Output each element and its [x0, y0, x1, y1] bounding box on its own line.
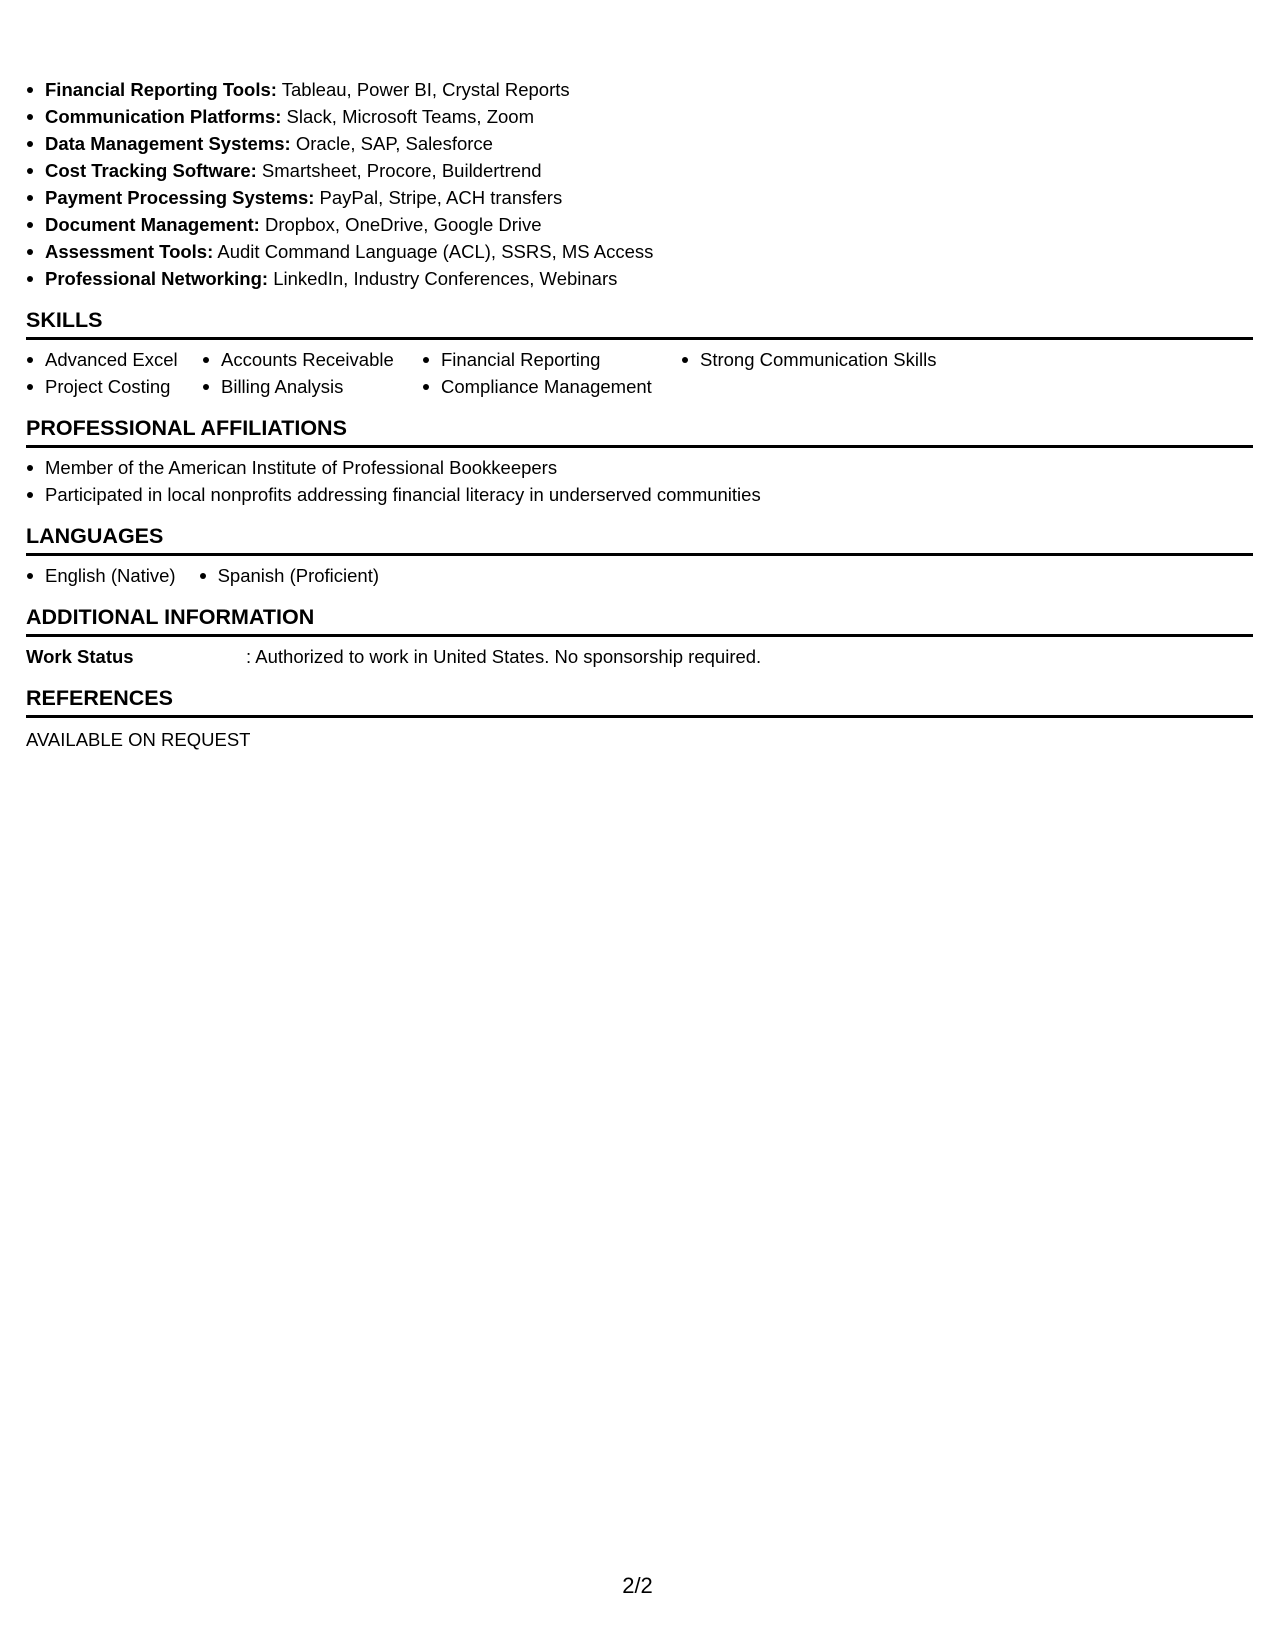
tool-value: Dropbox, OneDrive, Google Drive — [259, 214, 542, 235]
work-status-value: : Authorized to work in United States. No sponsorship required. — [246, 646, 762, 667]
skill-item: Strong Communication Skills — [681, 346, 981, 373]
tool-label: Cost Tracking Software: — [45, 160, 257, 181]
tool-label: Assessment Tools: — [45, 241, 214, 262]
list-item — [26, 238, 1253, 265]
list-item — [26, 103, 1253, 130]
tool-value: PayPal, Stripe, ACH transfers — [314, 187, 563, 208]
tool-label: Communication Platforms: — [45, 106, 282, 127]
resume-page — [26, 76, 1253, 753]
language-item: English (Native) — [26, 562, 176, 589]
skill-item: Advanced Excel — [26, 346, 202, 373]
tool-value: Oracle, SAP, Salesforce — [290, 133, 493, 154]
skills-heading: SKILLS — [26, 307, 1253, 340]
tool-label: Document Management: — [45, 214, 260, 235]
affiliations-heading: PROFESSIONAL AFFILIATIONS — [26, 415, 1253, 448]
list-item — [26, 157, 1253, 184]
affiliations-list — [26, 454, 1253, 508]
tool-value: LinkedIn, Industry Conferences, Webinars — [268, 268, 618, 289]
tool-value: Audit Command Language (ACL), SSRS, MS Access — [213, 241, 654, 262]
list-item — [26, 211, 1253, 238]
affiliation-item: Participated in local nonprofits addressing financial literacy in underserved communities — [26, 481, 1253, 508]
tools-list — [26, 76, 1253, 292]
language-item: Spanish (Proficient) — [199, 562, 379, 589]
work-status-row — [26, 643, 1253, 670]
languages-heading: LANGUAGES — [26, 523, 1253, 556]
list-item — [26, 76, 1253, 103]
tool-value: Tableau, Power BI, Crystal Reports — [276, 79, 570, 100]
skill-item: Project Costing — [26, 373, 202, 400]
tool-label: Payment Processing Systems: — [45, 187, 315, 208]
languages-list — [26, 562, 1253, 589]
tool-label: Professional Networking: — [45, 268, 269, 289]
work-status-label: Work Status — [26, 646, 134, 667]
skill-item: Financial Reporting — [422, 346, 681, 373]
list-item — [26, 130, 1253, 157]
affiliation-item: Member of the American Institute of Professional Bookkeepers — [26, 454, 1253, 481]
page-number: 2/2 — [622, 1573, 653, 1598]
skill-item: Billing Analysis — [202, 373, 422, 400]
tool-value: Smartsheet, Procore, Buildertrend — [256, 160, 542, 181]
skill-item: Accounts Receivable — [202, 346, 422, 373]
tool-label: Data Management Systems: — [45, 133, 291, 154]
skills-list — [26, 346, 1253, 400]
additional-info-heading: ADDITIONAL INFORMATION — [26, 604, 1253, 637]
references-text: AVAILABLE ON REQUEST — [26, 729, 251, 750]
skill-item: Compliance Management — [422, 373, 681, 400]
list-item — [26, 184, 1253, 211]
list-item — [26, 265, 1253, 292]
tool-value: Slack, Microsoft Teams, Zoom — [281, 106, 534, 127]
references-heading: REFERENCES — [26, 685, 1253, 718]
tool-label: Financial Reporting Tools: — [45, 79, 277, 100]
